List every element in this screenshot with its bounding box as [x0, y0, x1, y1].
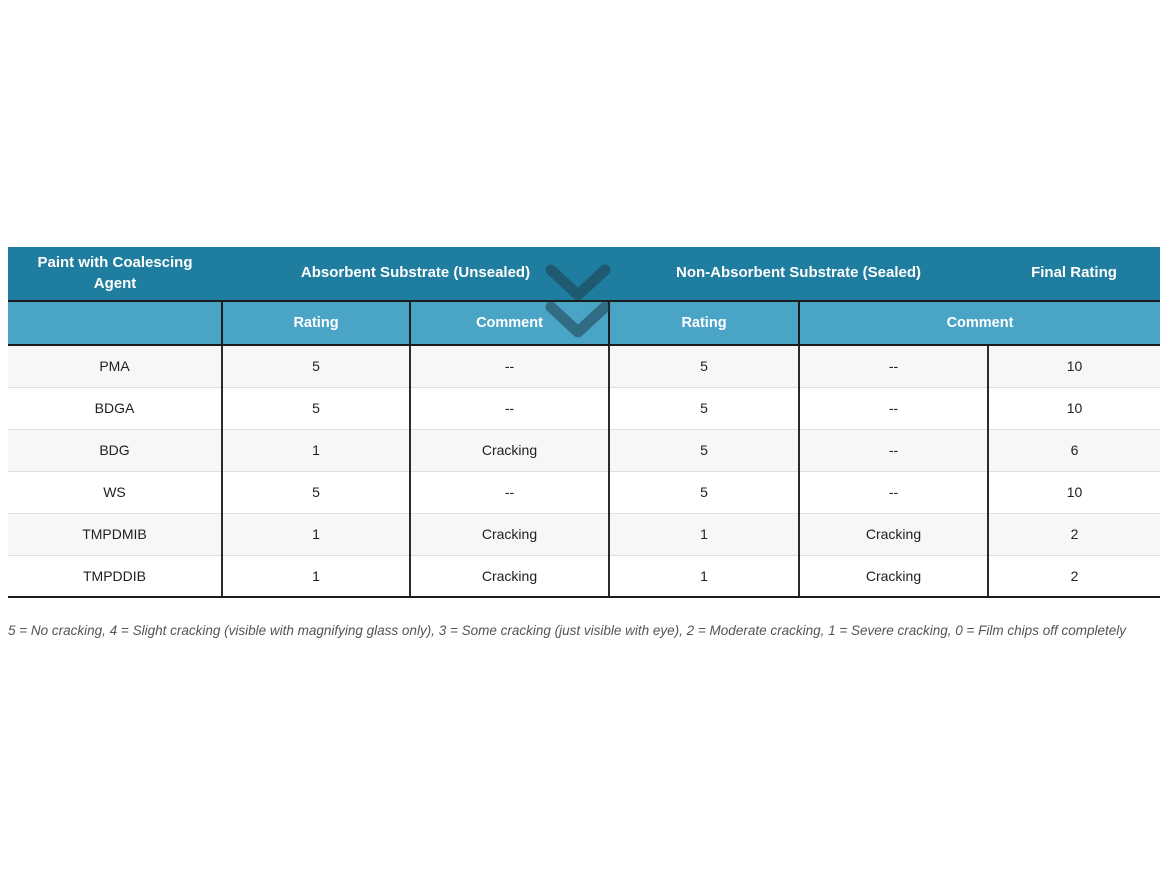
final-rating-cell: 10 — [988, 471, 1160, 513]
final-rating-cell: 10 — [988, 387, 1160, 429]
header-row-groups — [8, 247, 1160, 301]
header-absorbent-rating: Rating — [222, 301, 410, 345]
abs-rating-cell: 5 — [222, 471, 410, 513]
nonabs-rating-cell: 5 — [609, 345, 799, 387]
agent-cell: BDG — [8, 429, 222, 471]
nonabs-rating-cell: 5 — [609, 429, 799, 471]
final-rating-cell: 2 — [988, 555, 1160, 597]
final-rating-cell: 2 — [988, 513, 1160, 555]
abs-comment-cell: Cracking — [410, 429, 609, 471]
nonabs-comment-cell: -- — [799, 345, 988, 387]
agent-cell: TMPDDIB — [8, 555, 222, 597]
table-row-ws — [8, 471, 1160, 513]
agent-cell: TMPDMIB — [8, 513, 222, 555]
nonabs-comment-cell: -- — [799, 471, 988, 513]
nonabs-rating-cell: 5 — [609, 387, 799, 429]
header-agent: Paint with Coalescing Agent — [8, 247, 222, 301]
nonabs-comment-cell: Cracking — [799, 555, 988, 597]
table-row-tmpddib — [8, 555, 1160, 597]
abs-rating-cell: 1 — [222, 555, 410, 597]
rating-legend-footnote: 5 = No cracking, 4 = Slight cracking (visible with magnifying glass only), 3 = Some cracking (just visible with eye), 2 = Moderate cracking, 1 = Severe cracking, 0 = Film chips off completely — [8, 623, 1126, 638]
ratings-table — [8, 247, 1160, 598]
header-non-absorbent-substrate: Non-Absorbent Substrate (Sealed) — [609, 247, 988, 301]
header-non-absorbent-rating: Rating — [609, 301, 799, 345]
nonabs-comment-cell: Cracking — [799, 513, 988, 555]
nonabs-rating-cell: 1 — [609, 513, 799, 555]
abs-comment-cell: Cracking — [410, 555, 609, 597]
abs-comment-cell: Cracking — [410, 513, 609, 555]
final-rating-cell: 6 — [988, 429, 1160, 471]
agent-cell: BDGA — [8, 387, 222, 429]
table-row-pma — [8, 345, 1160, 387]
header-absorbent-comment: Comment — [410, 301, 609, 345]
header-absorbent-substrate: Absorbent Substrate (Unsealed) — [222, 247, 609, 301]
abs-rating-cell: 1 — [222, 513, 410, 555]
table-row-bdga — [8, 387, 1160, 429]
abs-comment-cell: -- — [410, 471, 609, 513]
abs-rating-cell: 1 — [222, 429, 410, 471]
abs-comment-cell: -- — [410, 387, 609, 429]
abs-rating-cell: 5 — [222, 345, 410, 387]
nonabs-rating-cell: 1 — [609, 555, 799, 597]
nonabs-rating-cell: 5 — [609, 471, 799, 513]
abs-rating-cell: 5 — [222, 387, 410, 429]
agent-cell: PMA — [8, 345, 222, 387]
coalescing-agent-table — [8, 247, 1160, 598]
header-empty-cell — [8, 301, 222, 345]
agent-cell: WS — [8, 471, 222, 513]
table-row-tmpdmib — [8, 513, 1160, 555]
nonabs-comment-cell: -- — [799, 429, 988, 471]
header-row-subcolumns — [8, 301, 1160, 345]
table-row-bdg — [8, 429, 1160, 471]
header-final-rating: Final Rating — [988, 247, 1160, 301]
header-non-absorbent-comment: Comment — [799, 301, 1160, 345]
abs-comment-cell: -- — [410, 345, 609, 387]
final-rating-cell: 10 — [988, 345, 1160, 387]
nonabs-comment-cell: -- — [799, 387, 988, 429]
